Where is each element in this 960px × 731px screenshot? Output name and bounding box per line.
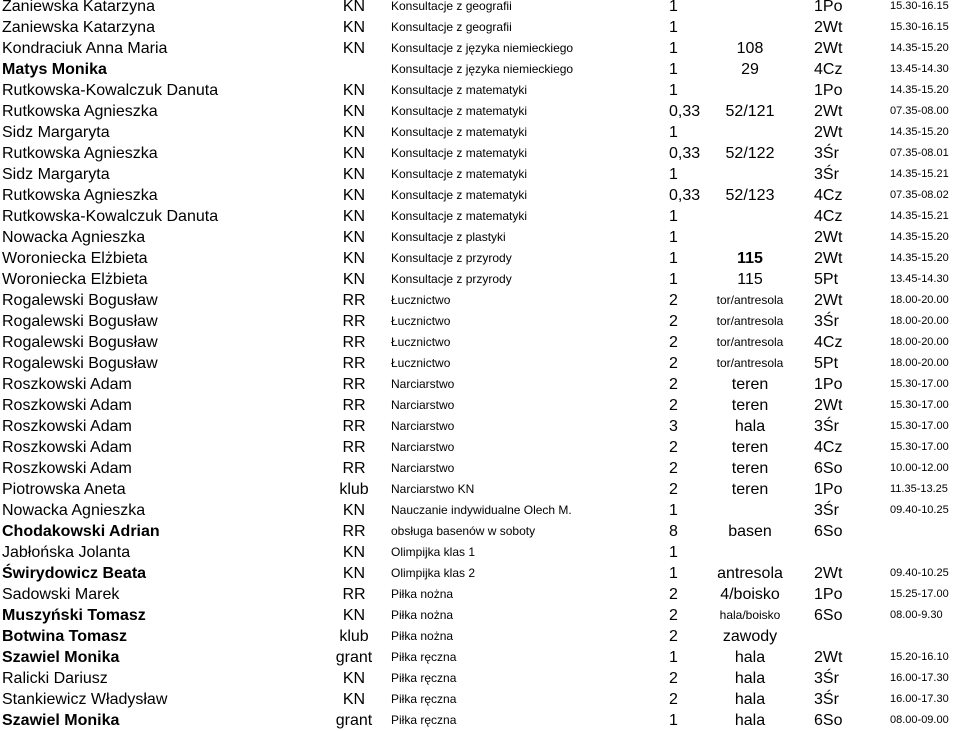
cell-room: antresola: [717, 565, 783, 582]
cell-type: KN: [342, 565, 366, 582]
cell-count: 1: [669, 649, 678, 666]
cell-count: 2: [669, 355, 678, 372]
cell-type: KN: [342, 271, 366, 288]
table-row: [0, 164, 960, 185]
cell-subject: Narciarstwo: [391, 398, 455, 412]
cell-room: 29: [741, 61, 759, 78]
cell-name: Rogalewski Bogusław: [2, 313, 158, 330]
cell-time: 14.35-15.21: [890, 168, 949, 180]
cell-subject: Piłka nożna: [391, 587, 454, 601]
cell-count: 1: [669, 250, 678, 267]
cell-room: 52/123: [725, 187, 775, 204]
cell-subject: Łucznictwo: [391, 293, 451, 307]
cell-count: 2: [669, 439, 678, 456]
cell-type: RR: [342, 460, 366, 477]
cell-type: grant: [335, 649, 373, 666]
cell-name: Rutkowska Agnieszka: [2, 187, 158, 204]
cell-time: 10.00-12.00: [890, 462, 949, 474]
table-row: [0, 395, 960, 416]
cell-name: Szawiel Monika: [2, 712, 120, 729]
cell-time: 08.00-09.00: [890, 714, 949, 726]
cell-day: 2Wt: [814, 103, 843, 120]
cell-room: hala: [734, 670, 766, 687]
cell-name: Rutkowska Agnieszka: [2, 103, 158, 120]
cell-subject: Narciarstwo: [391, 440, 455, 454]
cell-count: 2: [669, 586, 678, 603]
cell-day: 1Po: [814, 481, 843, 498]
cell-day: 2Wt: [814, 229, 843, 246]
cell-day: 6So: [814, 607, 843, 624]
cell-day: 4Cz: [814, 439, 843, 456]
cell-time: 14.35-15.20: [890, 126, 949, 138]
cell-room: teren: [731, 481, 769, 498]
cell-count: 1: [669, 544, 678, 561]
cell-day: 3Śr: [814, 145, 839, 162]
cell-subject: Piłka ręczna: [391, 692, 457, 706]
cell-time: 09.40-10.25: [890, 504, 949, 516]
cell-subject: Konsultacje z przyrody: [391, 251, 512, 265]
cell-count: 1: [669, 124, 678, 141]
cell-name: Zaniewska Katarzyna: [2, 19, 155, 36]
cell-count: 1: [669, 712, 678, 729]
cell-room: hala/boisko: [719, 608, 781, 622]
cell-name: Sadowski Marek: [2, 586, 120, 603]
cell-day: 4Cz: [814, 208, 843, 225]
cell-count: 1: [669, 82, 678, 99]
cell-day: 2Wt: [814, 40, 843, 57]
cell-type: RR: [342, 439, 366, 456]
cell-room: [700, 80, 800, 101]
cell-subject: Konsultacje z matematyki: [391, 188, 528, 202]
cell-room: [700, 206, 800, 227]
cell-day: 1Po: [814, 376, 843, 393]
cell-subject: Piłka ręczna: [391, 713, 457, 727]
cell-day: 6So: [814, 712, 843, 729]
cell-type: KN: [342, 670, 366, 687]
cell-count: 0,33: [669, 145, 701, 162]
cell-name: Stankiewicz Władysław: [2, 691, 168, 708]
cell-type: RR: [342, 292, 366, 309]
cell-time: 15.30-16.15: [890, 21, 949, 33]
table-row: [0, 374, 960, 395]
table-row: [0, 206, 960, 227]
cell-name: Szawiel Monika: [2, 649, 120, 666]
cell-time: 14.35-15.20: [890, 252, 949, 264]
cell-time: 18.00-20.00: [890, 357, 949, 369]
cell-day: 5Pt: [814, 355, 839, 372]
cell-day: 3Śr: [814, 313, 839, 330]
table-row: [0, 416, 960, 437]
cell-subject: Piłka ręczna: [391, 671, 457, 685]
cell-name: Roszkowski Adam: [2, 376, 132, 393]
cell-day: 6So: [814, 523, 843, 540]
cell-name: Nowacka Agnieszka: [2, 229, 146, 246]
cell-room: 4/boisko: [720, 586, 780, 603]
cell-name: Sidz Margaryta: [2, 166, 110, 183]
cell-room: [700, 164, 800, 185]
cell-name: Matys Monika: [2, 61, 107, 78]
cell-count: 2: [669, 313, 678, 330]
cell-day: 6So: [814, 460, 843, 477]
table-row: [0, 458, 960, 479]
cell-day: 4Cz: [814, 187, 843, 204]
cell-name: Ralicki Dariusz: [2, 670, 108, 687]
cell-subject: Łucznictwo: [391, 335, 451, 349]
cell-count: 2: [669, 334, 678, 351]
cell-name: Rogalewski Bogusław: [2, 292, 158, 309]
cell-name: Świrydowicz Beata: [2, 565, 147, 582]
cell-type: RR: [342, 523, 366, 540]
cell-count: 1: [669, 61, 678, 78]
cell-name: Woroniecka Elżbieta: [2, 271, 148, 288]
cell-type: KN: [342, 502, 366, 519]
cell-time: 18.00-20.00: [890, 336, 949, 348]
cell-type: RR: [342, 376, 366, 393]
cell-time: 15.30-17.00: [890, 378, 949, 390]
cell-room: [700, 17, 800, 38]
cell-type: grant: [335, 712, 373, 729]
cell-time: 13.45-14.30: [890, 273, 949, 285]
cell-type: KN: [342, 82, 366, 99]
cell-day: 3Śr: [814, 418, 839, 435]
cell-room: zawody: [722, 628, 778, 645]
cell-room: tor/antresola: [716, 314, 784, 328]
cell-type: RR: [342, 586, 366, 603]
cell-time: 15.30-17.00: [890, 420, 949, 432]
cell-count: 8: [669, 523, 678, 540]
cell-room: basen: [728, 523, 772, 540]
cell-day: 4Cz: [814, 334, 843, 351]
cell-count: 2: [669, 628, 678, 645]
cell-type: KN: [342, 691, 366, 708]
cell-name: Piotrowska Aneta: [2, 481, 126, 498]
table-row: [0, 332, 960, 353]
cell-subject: Piłka nożna: [391, 629, 454, 643]
cell-time: 16.00-17.30: [890, 672, 949, 684]
cell-type: RR: [342, 355, 366, 372]
table-row: [0, 437, 960, 458]
cell-name: Chodakowski Adrian: [2, 523, 160, 540]
cell-name: Woroniecka Elżbieta: [2, 250, 148, 267]
cell-type: KN: [342, 229, 366, 246]
table-row: [0, 584, 960, 605]
table-row: [0, 269, 960, 290]
table-row: [0, 143, 960, 164]
cell-type: KN: [342, 145, 366, 162]
cell-subject: Łucznictwo: [391, 356, 451, 370]
table-row: [0, 563, 960, 584]
cell-time: 15.30-17.00: [890, 441, 949, 453]
table-row: [0, 647, 960, 668]
cell-room: hala: [734, 691, 766, 708]
cell-room: teren: [731, 460, 769, 477]
cell-room: hala: [734, 649, 766, 666]
cell-time: 15.20-16.10: [890, 651, 949, 663]
cell-time: 07.35-08.00: [890, 105, 949, 117]
cell-name: Rutkowska Agnieszka: [2, 145, 158, 162]
cell-count: 2: [669, 670, 678, 687]
cell-name: Kondraciuk Anna Maria: [2, 40, 168, 57]
cell-count: 1: [669, 40, 678, 57]
cell-type: KN: [342, 166, 366, 183]
cell-subject: Konsultacje z geografii: [391, 20, 512, 34]
cell-day: 2Wt: [814, 397, 843, 414]
cell-subject: Konsultacje z przyrody: [391, 272, 512, 286]
cell-name: Jabłońska Jolanta: [2, 544, 131, 561]
table-row: [0, 626, 960, 647]
cell-count: 2: [669, 691, 678, 708]
cell-subject: Konsultacje z matematyki: [391, 167, 528, 181]
cell-day: 2Wt: [814, 565, 843, 582]
cell-subject: Nauczanie indywidualne Olech M.: [391, 503, 572, 517]
cell-time: 14.35-15.20: [890, 231, 949, 243]
cell-time: 16.00-17.30: [890, 693, 949, 705]
cell-count: 2: [669, 397, 678, 414]
cell-count: 2: [669, 376, 678, 393]
cell-type: KN: [342, 250, 366, 267]
cell-type: klub: [339, 628, 369, 645]
cell-day: 3Śr: [814, 691, 839, 708]
cell-day: 2Wt: [814, 19, 843, 36]
cell-room: hala: [734, 418, 766, 435]
cell-room: [700, 227, 800, 248]
cell-type: KN: [342, 187, 366, 204]
cell-count: 1: [669, 208, 678, 225]
cell-day: 1Po: [814, 82, 843, 99]
cell-room: [700, 122, 800, 143]
cell-type: KN: [342, 544, 366, 561]
cell-time: 18.00-20.00: [890, 294, 949, 306]
cell-time: 15.30-17.00: [890, 399, 949, 411]
table-row: [0, 290, 960, 311]
cell-type: RR: [342, 313, 366, 330]
table-row: [0, 605, 960, 626]
cell-name: Roszkowski Adam: [2, 397, 132, 414]
cell-room: tor/antresola: [716, 335, 784, 349]
table-row: [0, 668, 960, 689]
cell-count: 2: [669, 460, 678, 477]
cell-time: 11.35-13.25: [890, 483, 948, 495]
cell-day: 1Po: [814, 0, 843, 15]
cell-type: KN: [342, 208, 366, 225]
table-row: [0, 248, 960, 269]
cell-subject: Konsultacje z matematyki: [391, 83, 528, 97]
cell-room: 52/122: [725, 145, 775, 162]
cell-name: Rogalewski Bogusław: [2, 355, 158, 372]
cell-room: [700, 500, 800, 521]
cell-subject: Konsultacje z plastyki: [391, 230, 506, 244]
cell-room: [700, 0, 800, 17]
cell-room: tor/antresola: [716, 356, 784, 370]
table-row: [0, 38, 960, 59]
cell-time: 07.35-08.02: [890, 189, 949, 201]
table-row: [0, 353, 960, 374]
cell-type: KN: [342, 0, 366, 15]
cell-type: RR: [342, 334, 366, 351]
cell-type: RR: [342, 397, 366, 414]
cell-count: 3: [669, 418, 678, 435]
table-row: [0, 500, 960, 521]
cell-name: Roszkowski Adam: [2, 418, 132, 435]
cell-name: Rogalewski Bogusław: [2, 334, 158, 351]
cell-count: 1: [669, 565, 678, 582]
cell-day: 2Wt: [814, 292, 843, 309]
cell-subject: Piłka ręczna: [391, 650, 457, 664]
cell-name: Roszkowski Adam: [2, 460, 132, 477]
cell-count: 2: [669, 292, 678, 309]
cell-subject: Narciarstwo: [391, 377, 455, 391]
cell-subject: Łucznictwo: [391, 314, 451, 328]
cell-room: 115: [737, 250, 763, 267]
cell-subject: Konsultacje z matematyki: [391, 146, 528, 160]
cell-day: 3Śr: [814, 166, 839, 183]
cell-count: 0,33: [669, 103, 701, 120]
cell-room: teren: [731, 439, 769, 456]
table-row: [0, 59, 960, 80]
table-row: [0, 227, 960, 248]
cell-type: KN: [342, 103, 366, 120]
cell-name: Roszkowski Adam: [2, 439, 132, 456]
cell-subject: Konsultacje z matematyki: [391, 125, 528, 139]
cell-subject: Konsultacje z języka niemieckiego: [391, 41, 574, 55]
cell-room: 115: [737, 271, 763, 288]
cell-day: 3Śr: [814, 502, 839, 519]
cell-count: 2: [669, 481, 678, 498]
table-row: [0, 521, 960, 542]
cell-day: 2Wt: [814, 124, 843, 141]
cell-subject: Konsultacje z matematyki: [391, 209, 528, 223]
table-row: [0, 185, 960, 206]
table-row: [0, 101, 960, 122]
cell-subject: Narciarstwo: [391, 461, 455, 475]
cell-count: 0,33: [669, 187, 701, 204]
table-row: [0, 542, 960, 563]
cell-type: KN: [342, 124, 366, 141]
table-row: [0, 122, 960, 143]
cell-name: Muszyński Tomasz: [2, 607, 146, 624]
table-row: [0, 80, 960, 101]
cell-room: tor/antresola: [716, 293, 784, 307]
cell-subject: Konsultacje z języka niemieckiego: [391, 62, 574, 76]
cell-time: 08.00-9.30: [890, 609, 943, 621]
cell-subject: Narciarstwo: [391, 419, 455, 433]
cell-time: 09.40-10.25: [890, 567, 949, 579]
cell-name: Sidz Margaryta: [2, 124, 110, 141]
cell-type: KN: [342, 40, 366, 57]
cell-name: Zaniewska Katarzyna: [2, 0, 155, 15]
cell-name: Rutkowska-Kowalczuk Danuta: [2, 208, 219, 225]
table-row: [0, 689, 960, 710]
cell-type: KN: [342, 607, 366, 624]
cell-name: Botwina Tomasz: [2, 628, 128, 645]
cell-type: KN: [342, 19, 366, 36]
cell-subject: Narciarstwo KN: [391, 482, 475, 496]
cell-time: 14.35-15.20: [890, 84, 949, 96]
cell-type: RR: [342, 418, 366, 435]
cell-time: 14.35-15.21: [890, 210, 949, 222]
cell-day: 3Śr: [814, 670, 839, 687]
cell-subject: Olimpijka klas 2: [391, 566, 476, 580]
cell-subject: obsługa basenów w soboty: [391, 524, 536, 538]
cell-day: 5Pt: [814, 271, 839, 288]
cell-subject: Konsultacje z matematyki: [391, 104, 528, 118]
cell-room: [700, 542, 800, 563]
cell-count: 1: [669, 229, 678, 246]
cell-count: 1: [669, 502, 678, 519]
cell-day: 2Wt: [814, 250, 843, 267]
cell-count: 1: [669, 0, 678, 15]
cell-room: 52/121: [725, 103, 775, 120]
cell-subject: Olimpijka klas 1: [391, 545, 476, 559]
cell-count: 1: [669, 19, 678, 36]
cell-name: Rutkowska-Kowalczuk Danuta: [2, 82, 219, 99]
cell-subject: Konsultacje z geografii: [391, 0, 512, 13]
cell-subject: Piłka nożna: [391, 608, 454, 622]
cell-time: 07.35-08.01: [890, 147, 949, 159]
cell-room: teren: [731, 397, 769, 414]
cell-day: 2Wt: [814, 649, 843, 666]
table-row: [0, 17, 960, 38]
cell-time: 18.00-20.00: [890, 315, 949, 327]
cell-count: 1: [669, 166, 678, 183]
cell-type: klub: [339, 481, 369, 498]
cell-time: 14.35-15.20: [890, 42, 949, 54]
cell-count: 2: [669, 607, 678, 624]
cell-count: 1: [669, 271, 678, 288]
cell-room: 108: [736, 40, 764, 57]
table-row: [0, 0, 960, 17]
cell-time: 15.25-17.00: [890, 588, 949, 600]
cell-time: 13.45-14.30: [890, 63, 949, 75]
cell-day: 1Po: [814, 586, 843, 603]
cell-room: teren: [731, 376, 769, 393]
table-row: [0, 479, 960, 500]
cell-room: hala: [734, 712, 766, 729]
cell-day: 4Cz: [814, 61, 843, 78]
cell-time: 15.30-16.15: [890, 0, 949, 12]
table-row: [0, 311, 960, 332]
cell-name: Nowacka Agnieszka: [2, 502, 146, 519]
